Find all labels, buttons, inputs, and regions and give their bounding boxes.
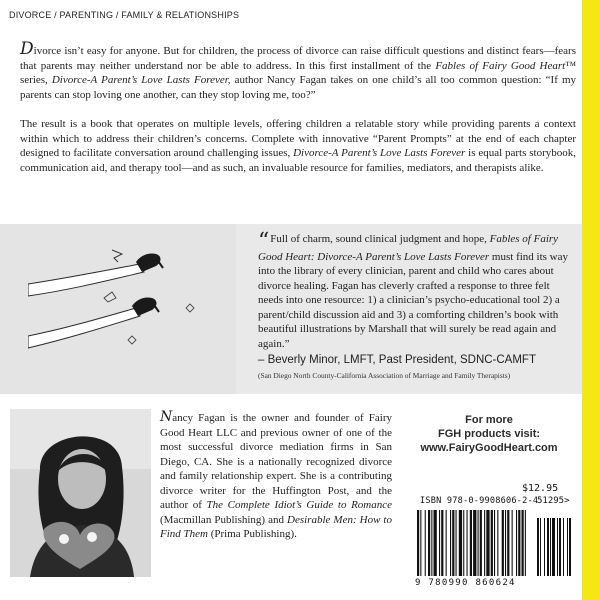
quote-mark: “ [258,229,270,254]
bio-book-1: The Complete Idiot’s Guide to Romance [206,499,393,511]
price-label: $12.95 [522,483,559,494]
testimonial-affiliation: (San Diego North County-California Association of Marriage and Family Therapists) [258,371,511,380]
testimonial-quote: “Full of charm, sound clinical judgment and hope, Fables of Fairy Good Heart: Divorce-A Parent’s Love Lasts Forever must find its way into the library of every clinician, parent and child who cares about divorce healing. Fagan has cleverly crafted a response to three felt needs into one resource: 1) a clinician’s psycho-educational tool 2) a parent/child discussion aid and 3) a comforting children’s book with beautiful illustrations by Marshall that will surely be read again and again.” [258,229,569,350]
barcode-bar [486,510,489,576]
barcode-bar [494,510,495,576]
addon-bar [537,518,539,576]
category-label: DIVORCE / PARENTING / FAMILY & RELATIONSHIPS [9,10,240,20]
book-title: Divorce-A Parent’s Love Lasts Forever, [51,74,231,86]
barcode-bar [518,510,520,576]
barcode-bar [428,510,430,576]
barcode-bar [507,510,509,576]
more-line-2: FGH products visit: [437,428,541,440]
barcode-bar [505,510,506,576]
addon-bar [559,518,561,576]
more-line-1: For more [465,414,513,426]
barcode-bar [456,510,457,576]
barcode-bar [463,510,464,576]
legs-illustration [28,238,214,378]
addon-bar [567,518,568,576]
barcode-bar [470,510,472,576]
barcode-bars [413,508,578,578]
addon-bar [540,518,541,576]
barcode-bar [417,510,419,576]
barcode-bar [502,510,504,576]
author-bio: Nancy Fagan is the owner and founder of Fairy Good Heart LLC and previous owner of one of the most successful divorce mediation firms in San Diego, CA. She is a nationally recognized divorce and family relationship expert. She is a contributing divorce writer for the Huffington Post, and the author of The Complete Idiot’s Guide to Romance (Macmillan Publishing) and Desirable Men: How to Find Them (Prima Publishing). [160,409,393,540]
dropcap-d: D [20,39,34,59]
barcode-bar [434,510,437,576]
intro-paragraph-2: The result is a book that operates on multiple levels, offering children a relatable story while providing parents a context within which to address their children’s concerns. Complete with innovative “Parent Prompts” at the end of each chapter designed to facilitate conversation around challenging issues, Divorce-A Parent’s Love Lasts Forever is equal parts storybook, communication aid, and therapy tool—and as such, an invaluable resource for families, mediators, and therapists alike. [20,118,576,174]
addon-bar [569,518,571,576]
barcode-bar [512,510,513,576]
barcode-bar [459,510,462,576]
addon-bar [552,518,555,576]
more-products-info [404,413,574,455]
barcode-bar [425,510,426,576]
barcode-bar [420,510,421,576]
barcode-bar [480,510,482,576]
barcode-bar [439,510,440,576]
intro-paragraph-1: Divorce isn’t easy for anyone. But for children, the process of divorce can raise difficult questions and distinct fears—fears that parents may neither understand nor be able to address. In this first installment of the Fables of Fairy Good Heart™ series, Divorce-A Parent’s Love Lasts Forever, author Nancy Fagan takes on one child’s all too common question: “If my parents can stop loving one another, can they stop loving me, too?” [20,39,576,101]
author-photo [10,409,151,577]
barcode-bar [522,510,524,576]
addon-bar [544,518,545,576]
addon-bar [550,518,551,576]
intro-text [20,39,576,190]
bio-book-2: Desirable Men: How to Find Them [160,513,392,540]
series-title: Fables of Fairy Good Heart [435,59,566,72]
barcode-bar [431,510,432,576]
barcode-bar [450,510,451,576]
addon-code: 51295> [537,496,570,506]
barcode-bar [467,510,468,576]
barcode-bar [452,510,454,576]
barcode-bar [516,510,517,576]
barcode-bar [473,510,476,576]
addon-bar [547,518,549,576]
quoted-book-title: Fables of Fairy Good Heart: Divorce-A Parent’s Love Lasts Forever [258,233,559,263]
barcode-bar [484,510,485,576]
testimonial-attribution: – Beverly Minor, LMFT, Past President, SDNC-CAMFT [258,354,536,366]
yellow-edge-strip [582,0,600,600]
barcode-bar [491,510,493,576]
barcode-bar [441,510,443,576]
barcode-bar [497,510,498,576]
addon-bar [563,518,564,576]
addon-bar [557,518,558,576]
barcode-digits: 9 780990 860624 [415,578,516,588]
book-title: Divorce-A Parent’s Love Lasts Forever [293,147,466,159]
website-url[interactable]: www.FairyGoodHeart.com [420,442,558,454]
barcode-bar [525,510,526,576]
isbn-label: ISBN 978-0-9908606-2-4 [420,496,539,506]
barcode-bar [446,510,447,576]
barcode-bar [478,510,479,576]
dropcap-n: N [160,409,173,425]
